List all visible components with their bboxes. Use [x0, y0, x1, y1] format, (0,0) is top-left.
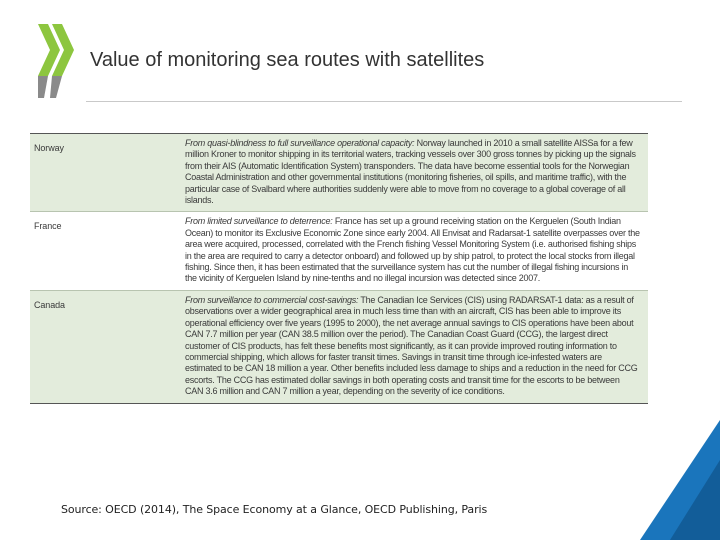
description-lead: From surveillance to commercial cost-savings: [185, 294, 359, 305]
slide-title: Value of monitoring sea routes with satellites [90, 49, 485, 71]
logo-chevron-gray [38, 76, 48, 98]
description-cell [170, 212, 648, 289]
country-cell: France [34, 221, 62, 232]
description-text: Norway launched in 2010 a small satellite AISSa for a few million Kroner to monitor shipping in its territorial waters, tracking vessels over 300 gross tonnes by picking up the signals from their AIS (Automatic Identification System) transponders. The data have become essential tools for the Norwegian Coastal Administration and other governmental institutions (monitoring fisheries, oil spills, and maritime traffic), with the particular case of Svalbard where authorities suddenly were able to move from no coverage to a global coverage of all islands. [185, 138, 636, 206]
description-lead: From quasi-blindness to full surveillance operational capacity: [185, 138, 415, 148]
country-cell: Canada [34, 299, 65, 310]
description-cell [170, 134, 648, 211]
description-lead: From limited surveillance to deterrence: [185, 216, 333, 227]
title-divider [86, 101, 682, 102]
description-text: France has set up a ground receiving station on the Kerguelen (South Indian Ocean) to monitor its Exclusive Economic Zone since early 2004. All Envisat and Radarsat-1 satellite overpasses over the area were acquired, processed, correlated with the French fishing Vessel Monitoring System (i.e. authorised fishing ships in the area are required to carry a detector onboard) and followed up by ship patrol, to protect the local stocks from illegal fishing. Since then, it has been estimated that the surveillance system has cut the number of illegal fishing incursions in the vicinity of Kerguelen Island by nine-tenths and no illegal incursion was detected since 2007. [185, 216, 640, 284]
table-row-norway [30, 134, 648, 211]
country-case-table [30, 133, 648, 404]
table-row-france [30, 211, 648, 289]
corner-decoration [640, 420, 720, 540]
oecd-chevron-logo [36, 24, 76, 98]
logo-chevron-gray-2 [50, 76, 62, 98]
country-cell: Norway [34, 143, 64, 153]
table-row-canada [30, 290, 648, 403]
description-text: The Canadian Ice Services (CIS) using RADARSAT-1 data: as a result of observations over a wider geographical area in much less time than with an aircraft, CIS has been able to improve its operational efficiency over five years (1995 to 2000), the net average annual savings to CIS operations have been about CAN 7.7 million per year (CAN 38.5 million over the period). The Canadian Coast Guard (CCG), the largest direct customer of CIS products, has felt these benefits most significantly, as it can provide improved routing information to commercial shipping, which allows for faster transit times. Savings in transit time through ice-infested waters are estimated to be CAN 18 million a year. Other benefits included less damage to ships and a reduction in the need for CCG escorts. The CCG has estimated dollar savings in both operating costs and transit time for the escorts to be between CAN 3.6 million and CAN 7 million a year, depending on the severity of ice conditions. [185, 294, 638, 397]
source-note: Source: OECD (2014), The Space Economy at a Glance, OECD Publishing, Paris [61, 503, 488, 516]
description-cell [170, 291, 648, 403]
